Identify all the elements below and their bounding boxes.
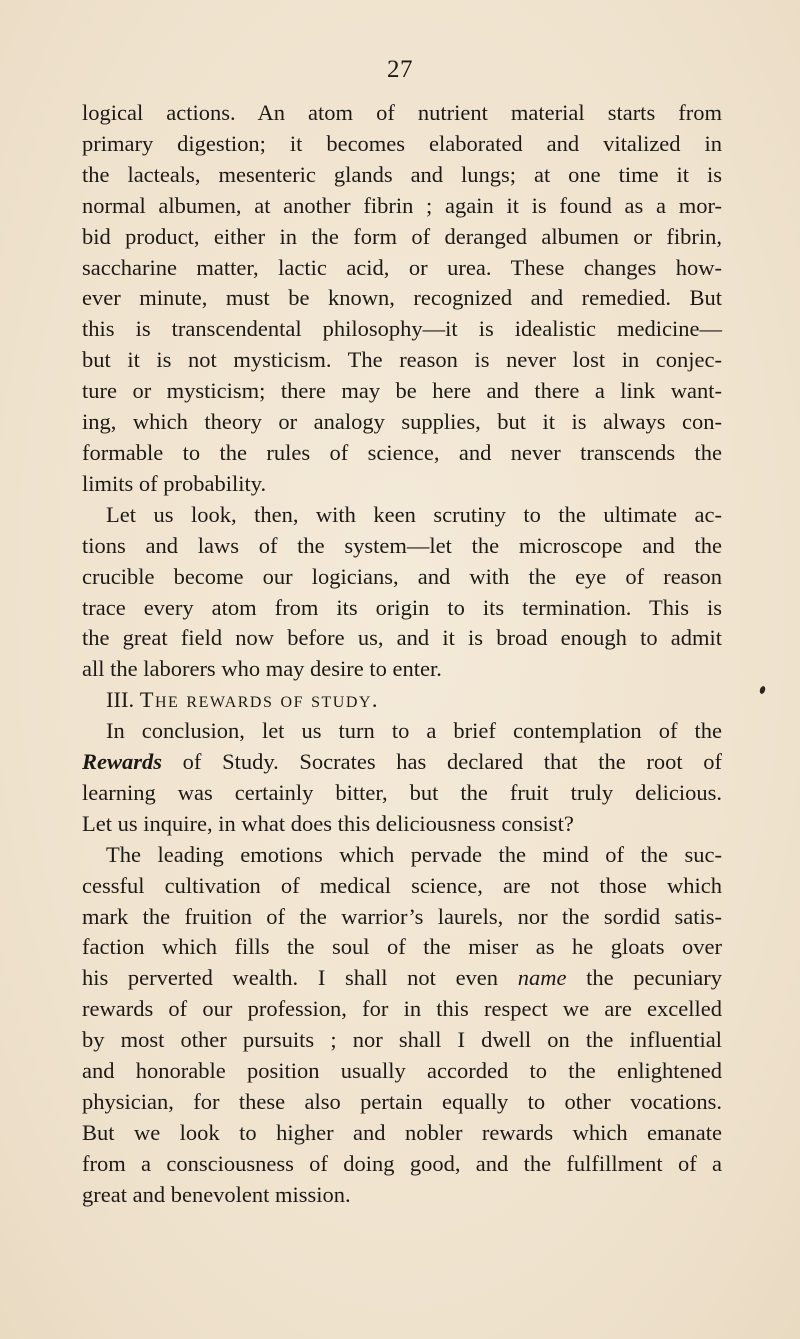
text-line: ing, which theory or analogy supplies, but it is always con- <box>82 409 722 435</box>
text-line: saccharine matter, lactic acid, or urea. These changes how- <box>82 254 722 280</box>
text-line: Let us look, then, with keen scrutiny to the ultimate ac- <box>106 501 722 527</box>
text-line: the great field now before us, and it is broad enough to admit <box>82 625 722 651</box>
text-line: ture or mysticism; there may be here and there a link want- <box>82 378 722 404</box>
text-run: of Study. Socrates has declared that the root of <box>162 749 722 775</box>
text-line: In conclusion, let us turn to a brief contemplation of the <box>106 718 722 744</box>
paragraph-4 <box>82 840 722 1211</box>
text-line: ever minute, must be known, recognized and remedied. But <box>82 285 722 311</box>
text-line: physician, for these also pertain equally to other vocations. <box>82 1089 722 1114</box>
text-line: by most other pursuits ; nor shall I dwell on the influential <box>82 1027 722 1053</box>
ink-speck <box>759 685 766 694</box>
text-line: Let us inquire, in what does this deliciousness consist? <box>82 810 574 836</box>
text-line: logical actions. An atom of nutrient material starts from <box>82 100 722 125</box>
page-number: 27 <box>387 56 413 83</box>
paragraph-1 <box>82 98 722 500</box>
text-line: bid product, either in the form of deranged albumen or fibrin, <box>82 223 722 249</box>
text-line <box>82 963 722 994</box>
text-line: learning was certainly bitter, but the fruit truly delicious. <box>82 779 722 805</box>
text-line: trace every atom from its origin to its termination. This is <box>82 594 722 620</box>
text-run: his perverted wealth. I shall not even <box>82 965 518 991</box>
text-line: from a consciousness of doing good, and the fulfillment of a <box>82 1150 722 1176</box>
section-numeral: III. <box>106 687 135 713</box>
text-line: this is transcendental philosophy—it is idealistic medicine— <box>82 316 722 342</box>
text-line: formable to the rules of science, and never transcends the <box>82 439 722 465</box>
text-line <box>82 747 722 778</box>
section-title: The rewards of study. <box>139 687 380 713</box>
text-line: But we look to higher and nobler rewards which emanate <box>82 1119 722 1145</box>
text-line: tions and laws of the system—let the microscope and the <box>82 532 722 558</box>
text-line: crucible become our logicians, and with the eye of reason <box>82 563 722 589</box>
body-text <box>82 98 722 1211</box>
text-line: normal albumen, at another fibrin ; again it is found as a mor- <box>82 192 722 218</box>
text-line: primary digestion; it becomes elaborated and vitalized in <box>82 130 722 156</box>
section-heading <box>82 685 722 716</box>
text-line: mark the fruition of the warrior’s laurels, nor the sordid satis- <box>82 903 722 929</box>
text-line: faction which fills the soul of the miser as he gloats over <box>82 934 722 960</box>
text-line: limits of probability. <box>82 470 267 496</box>
paragraph-2 <box>82 500 722 685</box>
text-line: The leading emotions which pervade the mind of the suc- <box>106 841 722 867</box>
text-line: the lacteals, mesenteric glands and lungs; at one time it is <box>82 161 722 187</box>
paragraph-3 <box>82 716 722 840</box>
text-line: great and benevolent mission. <box>82 1181 351 1207</box>
text-line: but it is not mysticism. The reason is never lost in conjec- <box>82 347 722 373</box>
text-line: cessful cultivation of medical science, are not those which <box>82 872 722 898</box>
emphasis-rewards: Rewards <box>82 749 163 775</box>
text-line: all the laborers who may desire to enter. <box>82 656 442 682</box>
text-run: the pecuniary <box>566 965 723 991</box>
emphasis-name: name <box>517 965 567 991</box>
text-line: rewards of our profession, for in this respect we are excelled <box>82 996 722 1022</box>
text-line: and honorable position usually accorded to the enlightened <box>82 1058 722 1084</box>
